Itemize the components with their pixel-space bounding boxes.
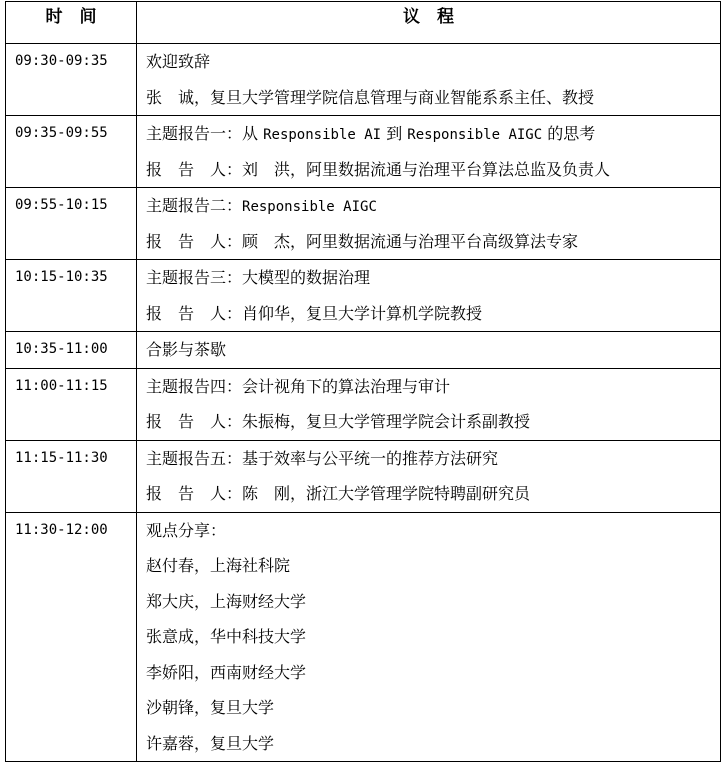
agenda-line: 报 告 人：顾 杰，阿里数据流通与治理平台高级算法专家 bbox=[146, 231, 579, 251]
agenda-table bbox=[5, 1, 721, 762]
agenda-cell bbox=[137, 44, 721, 116]
agenda-line: 许嘉蓉，复旦大学 bbox=[146, 733, 275, 753]
time-cell bbox=[6, 188, 137, 260]
agenda-line: 主题报告二：Responsible AIGC bbox=[146, 196, 377, 215]
agenda-line: 报 告 人：朱振梅，复旦大学管理学院会计系副教授 bbox=[146, 412, 531, 431]
agenda-cell bbox=[137, 440, 721, 512]
agenda-row bbox=[6, 188, 721, 260]
time-cell bbox=[6, 44, 137, 116]
agenda-cell bbox=[137, 368, 721, 440]
agenda-line: 郑大庆，上海财经大学 bbox=[146, 591, 307, 611]
header-row bbox=[6, 2, 721, 44]
agenda-line: 报 告 人：肖仰华，复旦大学计算机学院教授 bbox=[146, 303, 483, 323]
agenda-column-header: 议 程 bbox=[137, 2, 721, 44]
agenda-cell bbox=[137, 188, 721, 260]
time-slot: 11:30-12:00 bbox=[15, 521, 108, 538]
time-slot: 10:15-10:35 bbox=[15, 269, 108, 285]
time-slot: 09:35-09:55 bbox=[15, 125, 108, 141]
agenda-line: 合影与茶歇 bbox=[146, 340, 227, 359]
time-cell bbox=[6, 440, 137, 512]
agenda-cell bbox=[137, 260, 721, 332]
agenda-line: 主题报告一：从 Responsible AI 到 Responsible AIGC 的思考 bbox=[146, 124, 596, 143]
agenda-line: 主题报告三：大模型的数据治理 bbox=[146, 268, 371, 287]
agenda-line: 张 诚，复旦大学管理学院信息管理与商业智能系系主任、教授 bbox=[146, 87, 595, 107]
agenda-line: 报 告 人：刘 洪，阿里数据流通与治理平台算法总监及负责人 bbox=[146, 159, 611, 179]
agenda-body bbox=[6, 44, 721, 762]
time-cell bbox=[6, 260, 137, 332]
time-cell bbox=[6, 512, 137, 762]
agenda-row bbox=[6, 512, 721, 762]
agenda-cell bbox=[137, 116, 721, 188]
time-cell bbox=[6, 332, 137, 369]
time-column-header: 时 间 bbox=[6, 2, 137, 44]
agenda-line: 报 告 人：陈 刚，浙江大学管理学院特聘副研究员 bbox=[146, 484, 531, 503]
agenda-line: 主题报告四：会计视角下的算法治理与审计 bbox=[146, 376, 451, 396]
agenda-line: 主题报告五：基于效率与公平统一的推荐方法研究 bbox=[146, 448, 499, 468]
agenda-line: 李娇阳，西南财经大学 bbox=[146, 662, 307, 682]
agenda-row bbox=[6, 332, 721, 369]
agenda-line: 赵付春，上海社科院 bbox=[146, 556, 291, 575]
agenda-row bbox=[6, 260, 721, 332]
time-slot: 09:30-09:35 bbox=[15, 53, 108, 69]
time-slot: 10:35-11:00 bbox=[15, 341, 108, 357]
agenda-row bbox=[6, 368, 721, 440]
agenda-line: 观点分享： bbox=[146, 520, 227, 540]
time-slot: 09:55-10:15 bbox=[15, 197, 108, 213]
agenda-row bbox=[6, 116, 721, 188]
agenda-line: 沙朝锋，复旦大学 bbox=[146, 698, 275, 717]
agenda-row bbox=[6, 440, 721, 512]
time-slot: 11:00-11:15 bbox=[15, 377, 108, 394]
agenda-cell bbox=[137, 332, 721, 369]
time-cell bbox=[6, 116, 137, 188]
agenda-row bbox=[6, 44, 721, 116]
time-slot: 11:15-11:30 bbox=[15, 449, 108, 466]
agenda-line: 张意成，华中科技大学 bbox=[146, 627, 307, 646]
agenda-cell bbox=[137, 512, 721, 762]
agenda-line: 欢迎致辞 bbox=[146, 52, 211, 71]
time-cell bbox=[6, 368, 137, 440]
